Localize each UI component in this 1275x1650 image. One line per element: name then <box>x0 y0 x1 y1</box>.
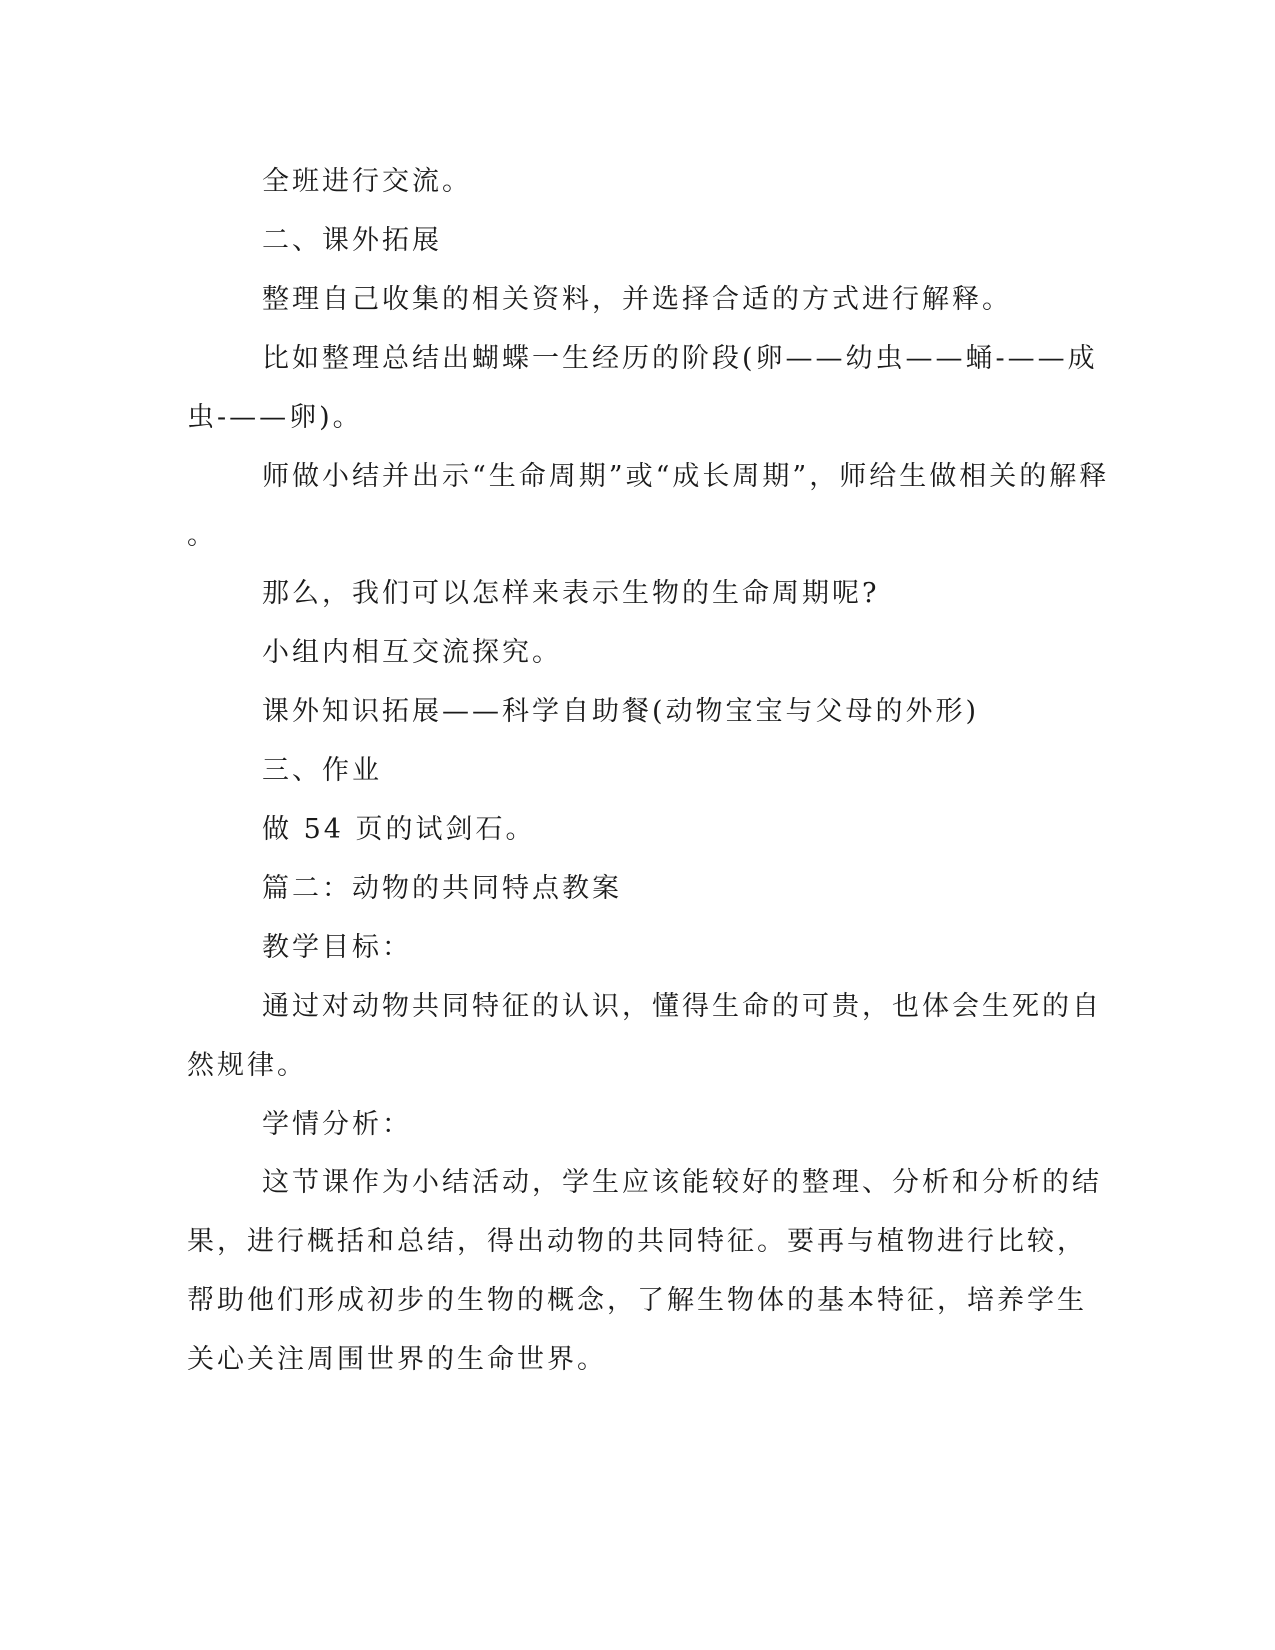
text-line: 果，进行概括和总结，得出动物的共同特征。要再与植物进行比较， <box>187 1226 1087 1257</box>
text-line: 做 54 页的试剑石。 <box>262 814 536 845</box>
section-heading: 二、课外拓展 <box>262 225 442 256</box>
text-line: 课外知识拓展——科学自助餐(动物宝宝与父母的外形) <box>262 696 980 727</box>
text-line: 师做小结并出示“生命周期”或“成长周期”，师给生做相关的解释 <box>262 461 1110 492</box>
text-line: 帮助他们形成初步的生物的概念，了解生物体的基本特征，培养学生 <box>187 1285 1087 1316</box>
text-line: 然规律。 <box>187 1050 307 1081</box>
text-line: 这节课作为小结活动，学生应该能较好的整理、分析和分析的结 <box>262 1167 1102 1198</box>
section-heading: 学情分析： <box>262 1109 412 1140</box>
text-line: 整理自己收集的相关资料，并选择合适的方式进行解释。 <box>262 284 1012 315</box>
text-line: 那么，我们可以怎样来表示生物的生命周期呢? <box>262 578 880 609</box>
section-heading: 篇二：动物的共同特点教案 <box>262 873 622 904</box>
section-heading: 教学目标： <box>262 932 412 963</box>
text-line: 通过对动物共同特征的认识，懂得生命的可贵，也体会生死的自 <box>262 991 1102 1022</box>
section-heading: 三、作业 <box>262 755 382 786</box>
text-line: 全班进行交流。 <box>262 166 472 197</box>
text-line: 比如整理总结出蝴蝶一生经历的阶段(卵——幼虫——蛹-——成 <box>262 343 1098 374</box>
text-line: 小组内相互交流探究。 <box>262 637 562 668</box>
text-line: 。 <box>187 520 217 551</box>
text-line: 关心关注周围世界的生命世界。 <box>187 1344 607 1375</box>
text-line: 虫-——卵)。 <box>187 402 363 433</box>
